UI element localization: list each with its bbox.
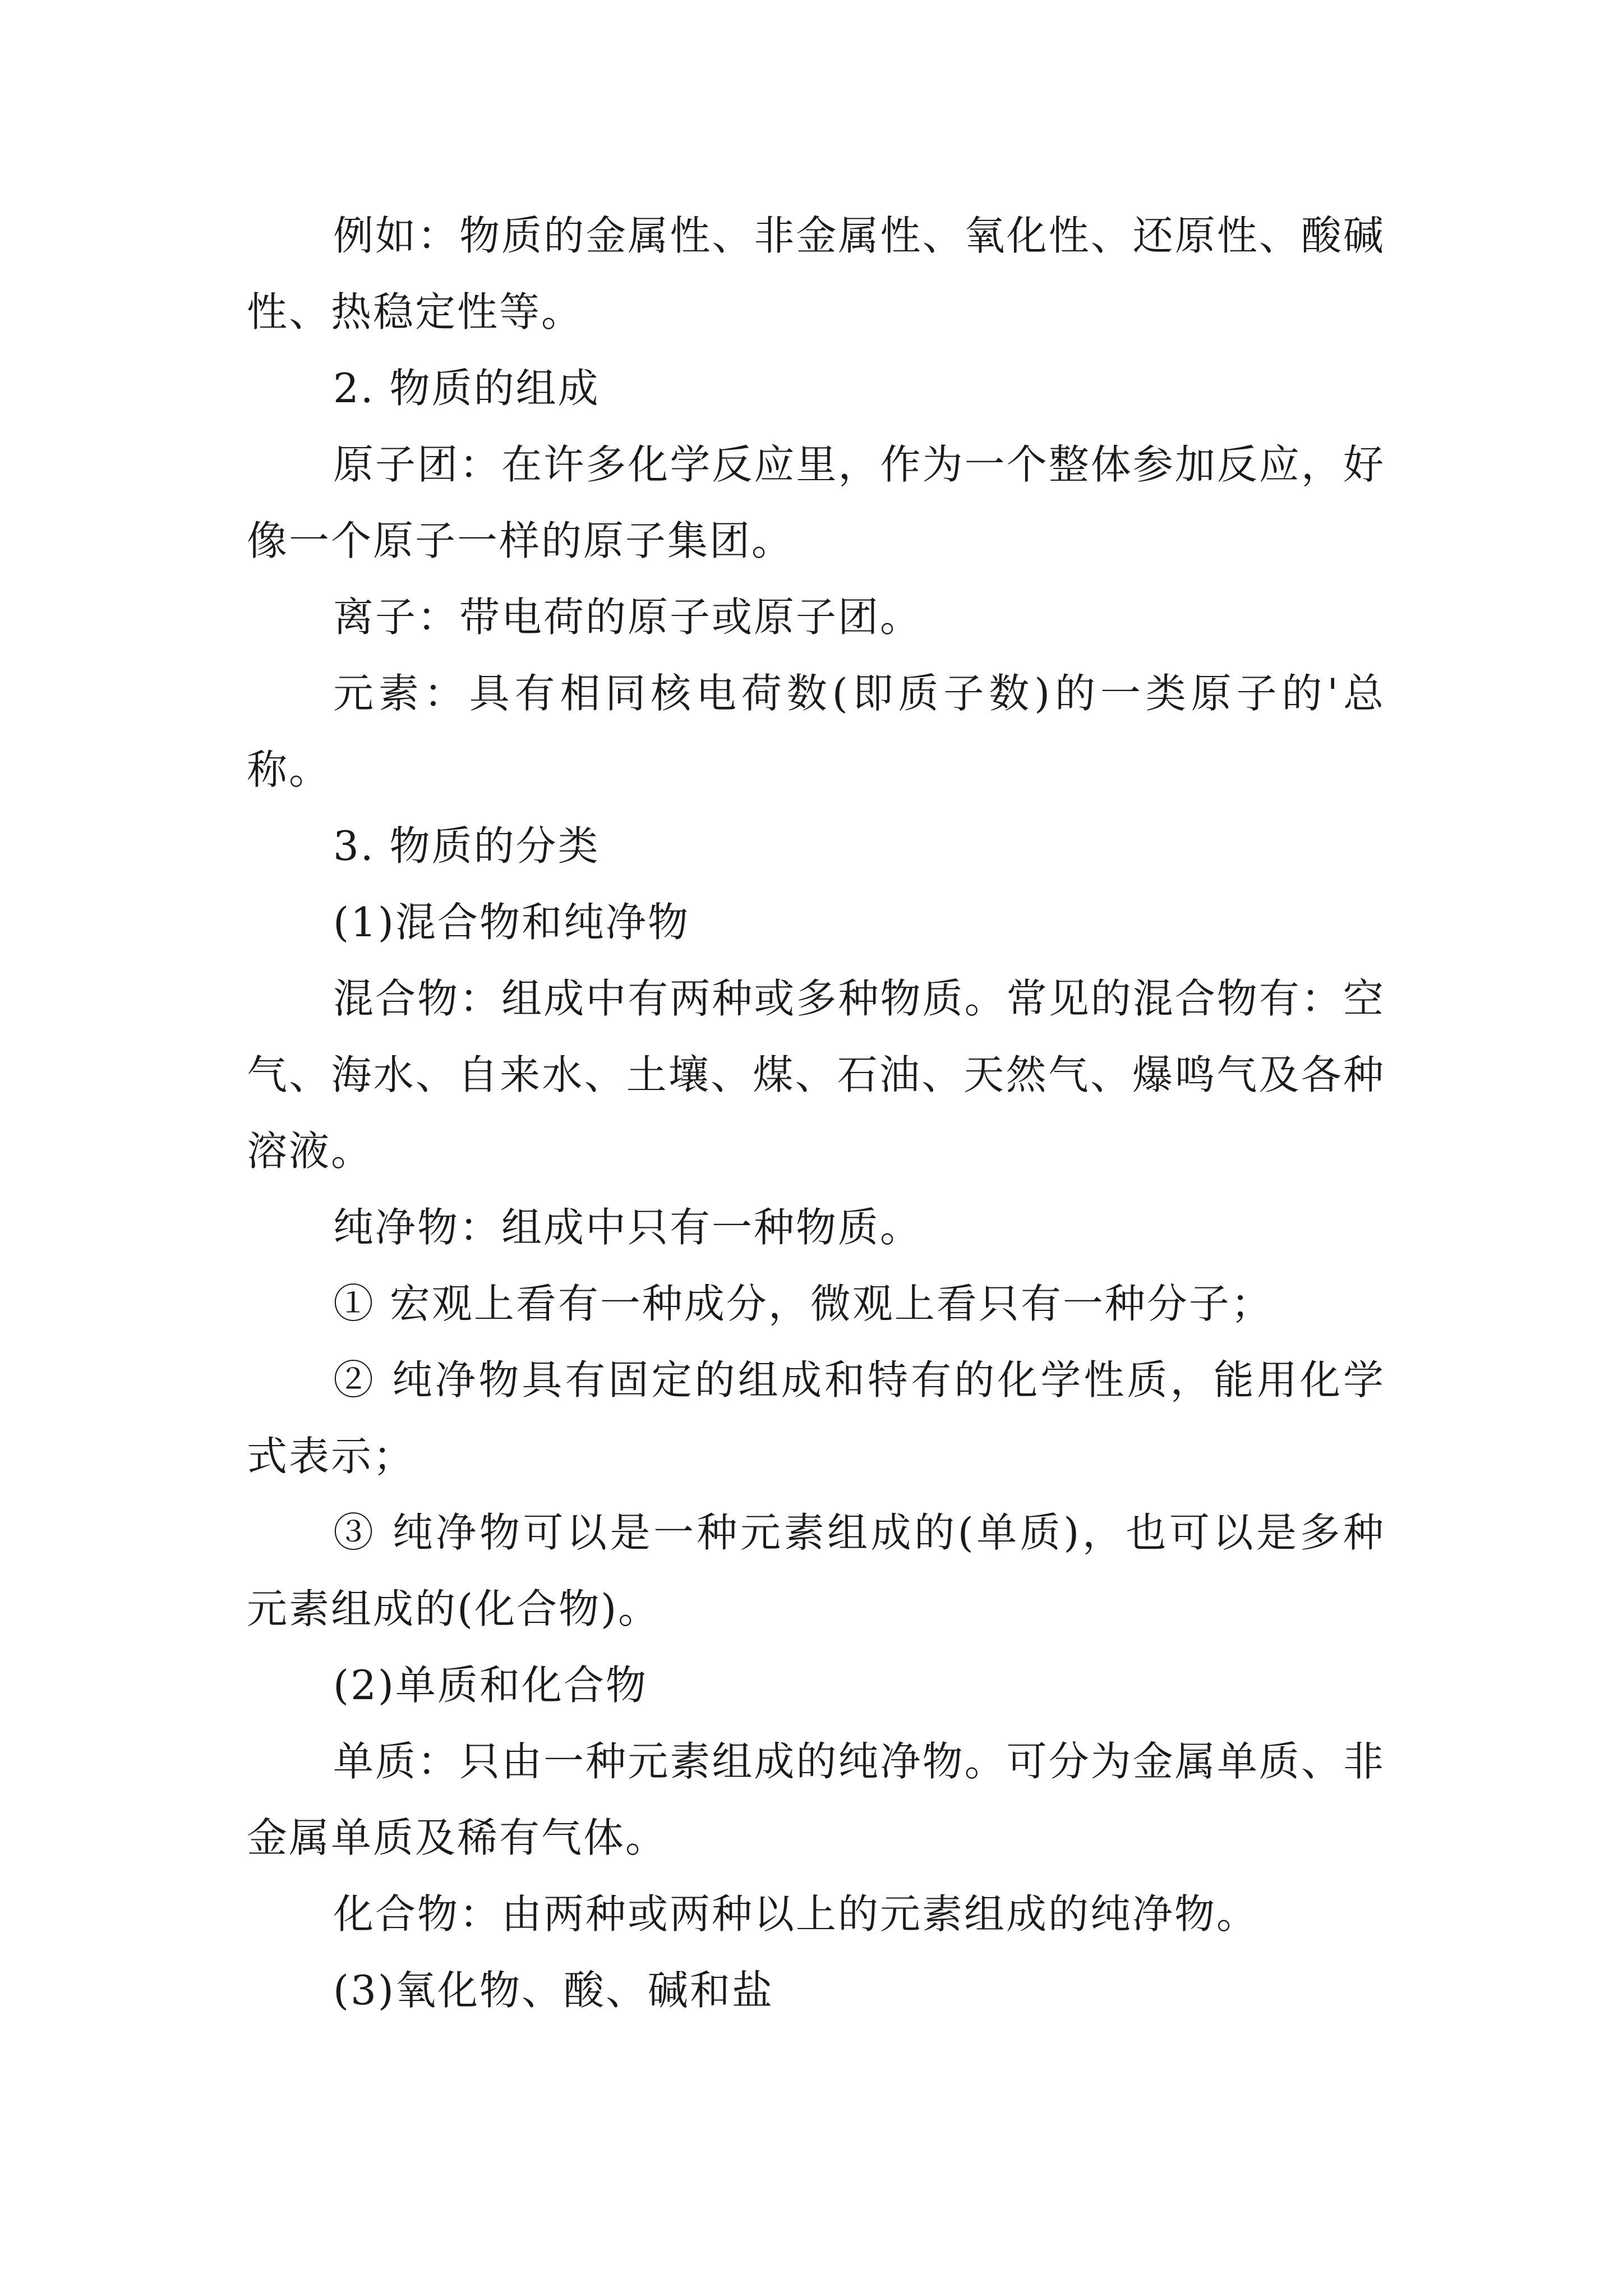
subheading-element-compound: (2)单质和化合物 — [333, 1662, 648, 1709]
paragraph-mixture: 混合物：组成中有两种或多种物质。常见的混合物有：空气、海水、自来水、土壤、煤、石油、天然气、爆鸣气及各种溶液。 — [247, 975, 1385, 1175]
paragraph-pure-substance: 纯净物：组成中只有一种物质。 — [333, 1204, 923, 1251]
paragraph-simple-substance: 单质：只由一种元素组成的纯净物。可分为金属单质、非金属单质及稀有气体。 — [247, 1738, 1385, 1861]
paragraph-element: 元素：具有相同核电荷数(即质子数)的一类原子的'总称。 — [247, 670, 1385, 793]
heading-classification: 3. 物质的分类 — [333, 822, 600, 869]
heading-composition: 2. 物质的组成 — [333, 365, 600, 412]
list-item-2: ② 纯净物具有固定的组成和特有的化学性质，能用化学式表示； — [247, 1356, 1385, 1480]
paragraph-ion: 离子：带电荷的原子或原子团。 — [333, 593, 923, 641]
paragraph-examples: 例如：物质的金属性、非金属性、氧化性、还原性、酸碱性、热稳定性等。 — [247, 212, 1385, 335]
subheading-oxide-acid-base-salt: (3)氧化物、酸、碱和盐 — [333, 1967, 774, 2014]
document-body — [247, 197, 1385, 2028]
subheading-mixture-pure: (1)混合物和纯净物 — [333, 899, 690, 946]
list-item-3: ③ 纯净物可以是一种元素组成的(单质)，也可以是多种元素组成的(化合物)。 — [247, 1509, 1385, 1632]
paragraph-compound: 化合物：由两种或两种以上的元素组成的纯净物。 — [333, 1890, 1259, 1938]
paragraph-atomic-group: 原子团：在许多化学反应里，作为一个整体参加反应，好像一个原子一样的原子集团。 — [247, 441, 1385, 564]
list-item-1: ① 宏观上看有一种成分，微观上看只有一种分子； — [333, 1280, 1273, 1327]
